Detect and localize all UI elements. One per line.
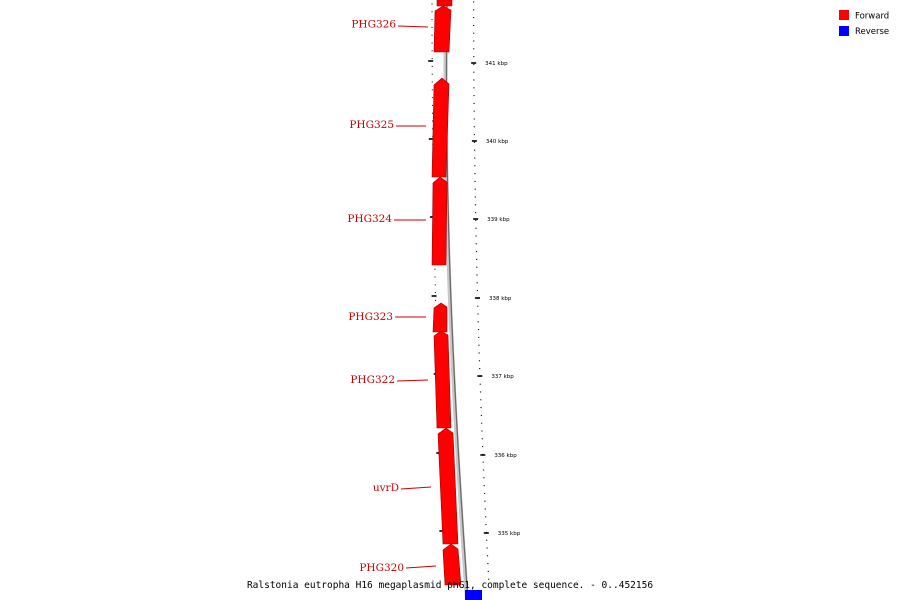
gene-label[interactable]: PHG325 [349,119,394,131]
gene-feature[interactable] [433,303,447,332]
gene-feature[interactable] [434,331,451,428]
tick-label: 339 kbp [487,217,510,223]
gene-labels [347,19,436,575]
gene-feature[interactable] [432,78,449,177]
gene-label-leader [401,487,431,489]
legend-label-forward: Forward [855,11,890,22]
tick-label: 336 kbp [494,453,517,459]
gene-label[interactable]: PHG320 [359,562,404,574]
legend [839,10,889,37]
gene-feature[interactable] [432,177,447,265]
gene-label[interactable]: PHG322 [350,374,395,386]
tick-label: 341 kbp [485,61,508,67]
gene-label-leader [406,566,436,568]
gene-label-leader [398,26,428,27]
gene-feature[interactable] [437,0,452,6]
gene-features [432,0,482,600]
legend-swatch-reverse [839,26,849,36]
gene-label[interactable]: PHG326 [351,18,396,31]
gene-label[interactable]: PHG324 [347,213,392,225]
tick-label: 337 kbp [491,374,514,380]
tick-label: 340 kbp [485,139,509,145]
gene-feature[interactable] [443,544,461,585]
map-caption: Ralstonia eutropha H16 megaplasmid pHG1, complete sequence. - 0..452156 [246,580,654,591]
gene-feature[interactable] [438,428,458,544]
reverse-gene-feature[interactable] [465,590,482,600]
legend-swatch-forward [839,10,849,20]
gene-label[interactable]: uvrD [372,482,399,494]
gene-feature[interactable] [434,6,451,52]
gene-label-leader [397,380,428,381]
tick-label: 338 kbp [488,296,512,302]
tick-label: 335 kbp [497,531,521,537]
gene-label[interactable]: PHG323 [348,311,393,323]
legend-label-reverse: Reverse [855,27,890,37]
scale-ticks [471,2,521,579]
